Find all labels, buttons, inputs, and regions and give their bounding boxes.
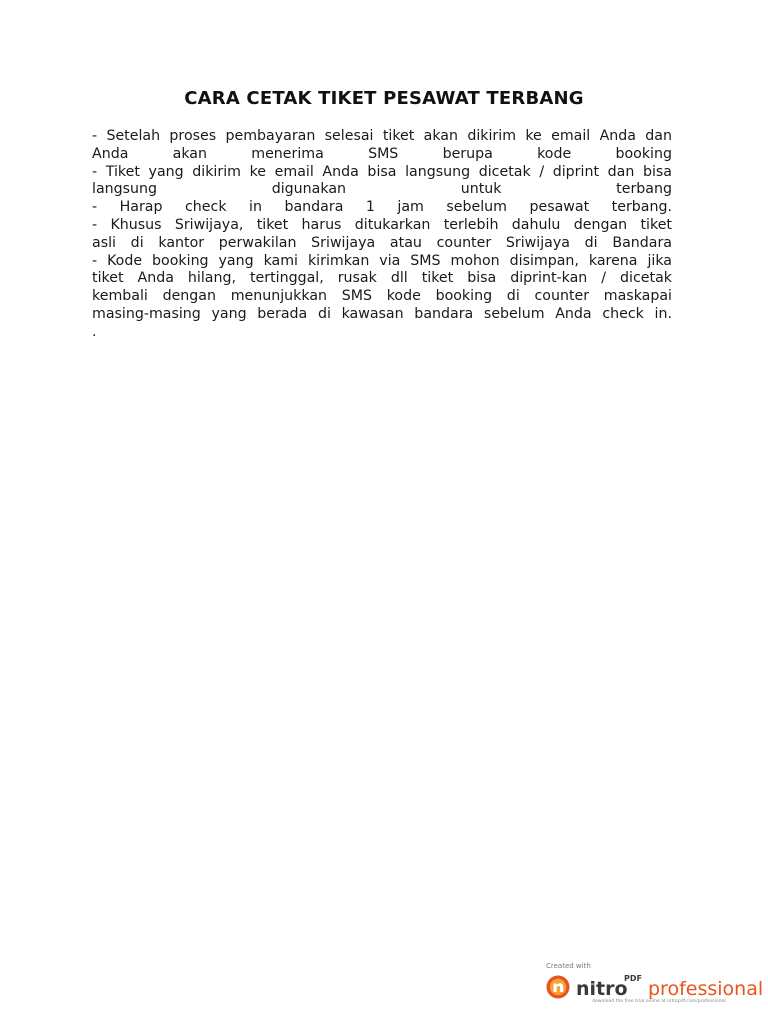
body-line: - Harap check in bandara 1 jam sebelum pesawat terbang. (92, 199, 672, 216)
nitro-logo (544, 972, 766, 1000)
nitro-brand-sup: PDF (624, 974, 642, 983)
nitro-logo-icon (547, 976, 570, 999)
document-body (92, 128, 672, 342)
body-line: - Tiket yang dikirim ke email Anda bisa langsung dicetak / diprint dan bisa (92, 163, 672, 180)
body-line: langsung digunakan untuk terbang (92, 181, 672, 198)
created-with-label: Created with (546, 962, 591, 970)
body-line: - Kode booking yang kami kirimkan via SMS mohon disimpan, karena jika (92, 252, 672, 269)
nitro-tagline: download the free trial online at nitropdf.com/professional (592, 999, 726, 1004)
body-line: asli di kantor perwakilan Sriwijaya atau counter Sriwijaya di Bandara (92, 234, 672, 251)
body-line: tiket Anda hilang, tertinggal, rusak dll tiket bisa diprint-kan / dicetak (92, 270, 672, 287)
body-line: Anda akan menerima SMS berupa kode booking (92, 145, 672, 162)
nitro-watermark (544, 962, 766, 1008)
page-title: CARA CETAK TIKET PESAWAT TERBANG (184, 88, 584, 109)
body-line: kembali dengan menunjukkan SMS kode booking di counter maskapai (92, 288, 672, 305)
body-line: . (92, 323, 97, 340)
body-line: - Setelah proses pembayaran selesai tiket akan dikirim ke email Anda dan (92, 128, 672, 144)
nitro-product-text: professional (648, 978, 764, 1000)
body-line: masing-masing yang berada di kawasan bandara sebelum Anda check in. (92, 305, 672, 322)
nitro-brand-text: nitro (576, 978, 628, 1000)
body-line: - Khusus Sriwijaya, tiket harus ditukarkan terlebih dahulu dengan tiket (92, 216, 672, 233)
